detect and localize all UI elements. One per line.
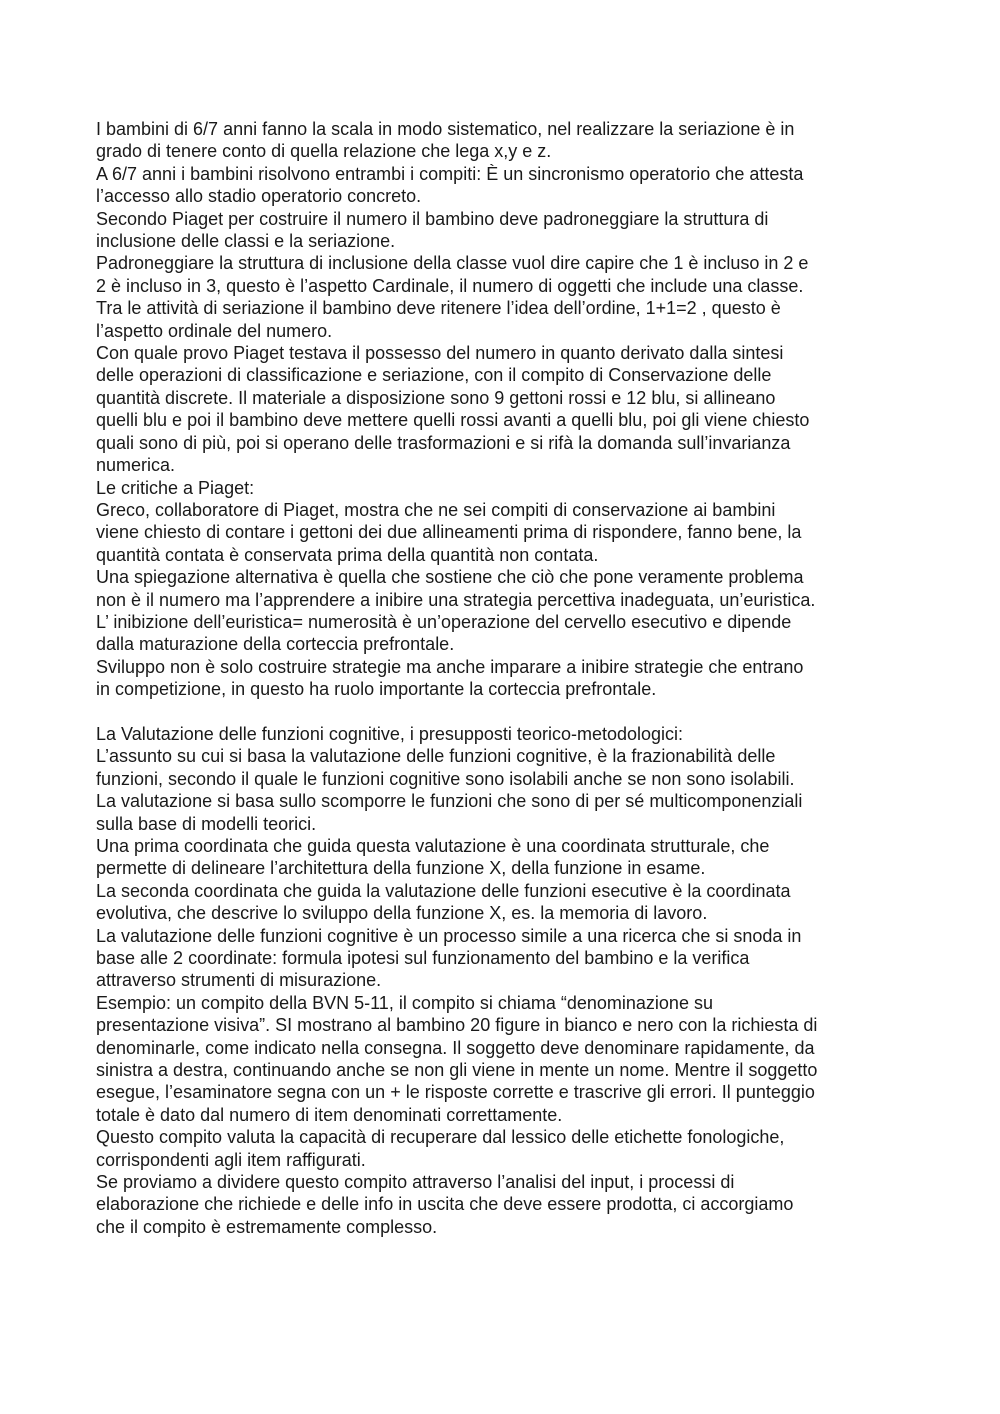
text-line: L’assunto su cui si basa la valutazione delle funzioni cognitive, è la frazionabilità delle [96,746,776,767]
text-line: 2 è incluso in 3, questo è l’aspetto Cardinale, il numero di oggetti che include una classe. [96,275,804,296]
text-line: attraverso strumenti di misurazione. [96,970,382,991]
text-line: Una prima coordinata che guida questa valutazione è una coordinata strutturale, che [96,835,770,856]
text-line: Questo compito valuta la capacità di recuperare dal lessico delle etichette fonologiche, [96,1127,785,1148]
text-line: La Valutazione delle funzioni cognitive, i presupposti teorico-metodologici: [96,723,684,744]
text-line: Secondo Piaget per costruire il numero il bambino deve padroneggiare la struttura di [96,208,769,229]
text-line: che il compito è estremamente complesso. [96,1216,438,1237]
text-line: Tra le attività di seriazione il bambino deve ritenere l’idea dell’ordine, 1+1=2 , questo è [96,298,781,319]
text-line: viene chiesto di contare i gettoni dei due allineamenti prima di rispondere, fanno bene, la [96,522,802,543]
text-line: Sviluppo non è solo costruire strategie ma anche imparare a inibire strategie che entrano [96,656,804,677]
text-line: corrispondenti agli item raffigurati. [96,1149,366,1170]
text-line: La valutazione delle funzioni cognitive è un processo simile a una ricerca che si snoda in [96,925,802,946]
text-line: Con quale provo Piaget testava il possesso del numero in quanto derivato dalla sintesi [96,343,784,364]
text-line: A 6/7 anni i bambini risolvono entrambi i compiti: È un sincronismo operatorio che attesta [96,163,804,184]
document-page [96,118,916,1238]
text-line: delle operazioni di classificazione e seriazione, con il compito di Conservazione delle [96,365,772,386]
text-line: base alle 2 coordinate: formula ipotesi sul funzionamento del bambino e la verifica [96,948,750,969]
text-line: L’ inibizione dell’euristica= numerosità è un’operazione del cervello esecutivo e dipende [96,611,792,632]
text-line: Padroneggiare la struttura di inclusione della classe vuol dire capire che 1 è incluso in 2 e [96,253,809,274]
text-line: quelli blu e poi il bambino deve mettere quelli rossi avanti a quelli blu, poi gli viene chiesto [96,410,810,431]
text-line: Una spiegazione alternativa è quella che sostiene che ciò che pone veramente problema [96,567,804,588]
text-section-valutazione [96,723,916,1238]
text-line: presentazione visiva”. SI mostrano al bambino 20 figure in bianco e nero con la richiesta di [96,1015,818,1036]
text-line: elaborazione che richiede e delle info in uscita che deve essere prodotta, ci accorgiamo [96,1194,794,1215]
text-line: numerica. [96,455,176,476]
text-line: non è il numero ma l’apprendere a inibire una strategia percettiva inadeguata, un’euristica. [96,589,816,610]
text-line: sinistra a destra, continuando anche se non gli viene in mente un nome. Mentre il soggetto [96,1060,818,1081]
text-line: esegue, l’esaminatore segna con un + le risposte corrette e trascrive gli errori. Il punteggio [96,1082,815,1103]
text-line: Se proviamo a dividere questo compito attraverso l’analisi del input, i processi di [96,1172,735,1193]
text-section-piaget [96,118,916,701]
paragraph-spacer [96,701,916,723]
text-line: sulla base di modelli teorici. [96,813,317,834]
text-line: inclusione delle classi e la seriazione. [96,231,396,252]
text-line: quali sono di più, poi si operano delle trasformazioni e si rifà la domanda sull’invarianza [96,432,791,453]
text-line: Esempio: un compito della BVN 5-11, il compito si chiama “denominazione su [96,992,713,1013]
text-line: La valutazione si basa sullo scomporre le funzioni che sono di per sé multicomponenziali [96,791,803,812]
text-line: evolutiva, che descrive lo sviluppo della funzione X, es. la memoria di lavoro. [96,903,708,924]
text-line: quantità discrete. Il materiale a disposizione sono 9 gettoni rossi e 12 blu, si allineano [96,387,776,408]
text-line: La seconda coordinata che guida la valutazione delle funzioni esecutive è la coordinata [96,880,791,901]
text-line: Greco, collaboratore di Piaget, mostra che ne sei compiti di conservazione ai bambini [96,499,776,520]
text-line: I bambini di 6/7 anni fanno la scala in modo sistematico, nel realizzare la seriazione è in [96,119,795,139]
text-line: denominarle, come indicato nella consegna. Il soggetto deve denominare rapidamente, da [96,1037,815,1058]
text-line: Le critiche a Piaget: [96,477,255,498]
text-line: permette di delineare l’architettura della funzione X, della funzione in esame. [96,858,706,879]
text-line: l’accesso allo stadio operatorio concreto. [96,186,422,207]
text-line: l’aspetto ordinale del numero. [96,320,333,341]
text-line: totale è dato dal numero di item denominati correttamente. [96,1104,563,1125]
text-line: grado di tenere conto di quella relazione che lega x,y e z. [96,141,552,162]
text-line: dalla maturazione della corteccia prefrontale. [96,634,455,655]
text-line: quantità contata è conservata prima della quantità non contata. [96,544,599,565]
text-line: funzioni, secondo il quale le funzioni cognitive sono isolabili anche se non sono isolabili. [96,768,795,789]
text-line: in competizione, in questo ha ruolo importante la corteccia prefrontale. [96,679,657,700]
